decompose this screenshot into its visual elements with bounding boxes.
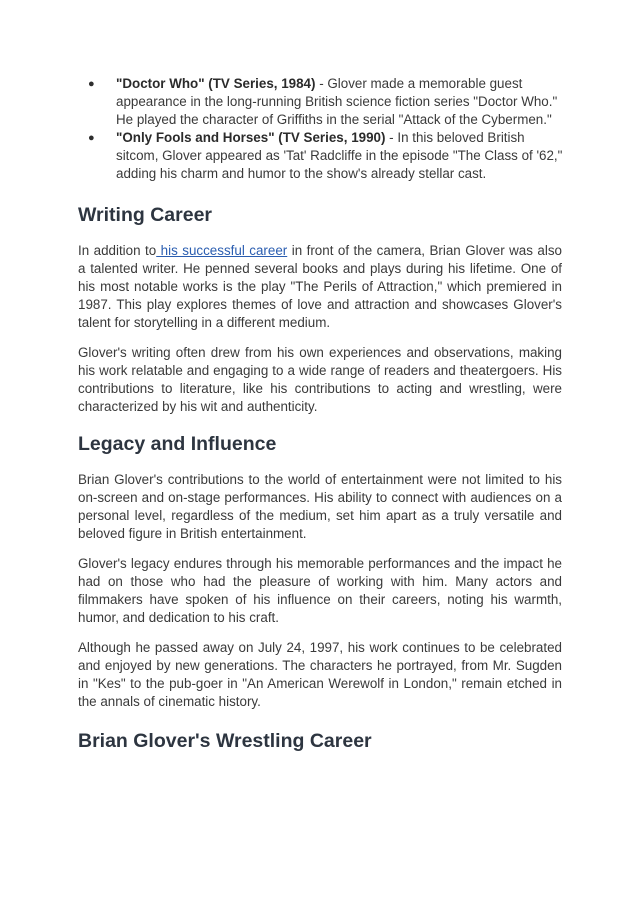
list-item (88, 75, 566, 129)
career-link[interactable]: his successful career (156, 243, 288, 258)
bullet-icon: ● (88, 132, 95, 144)
paragraph (78, 242, 562, 332)
list-item-title: "Only Fools and Horses" (TV Series, 1990) (116, 130, 386, 145)
list-item-text: - In this beloved British sitcom, Glover appeared as 'Tat' Radcliffe in the episode "The Class of '62," adding his charm and humor to the show's already stellar cast. (116, 130, 563, 181)
legacy-section (78, 432, 562, 711)
writing-career-section (78, 203, 562, 416)
paragraph: Glover's legacy endures through his memorable performances and the impact he had on those who had the pleasure of working with him. Many actors and filmmakers have spoken of his influence on their careers, noting his warmth, humor, and dedication to his craft. (78, 556, 562, 625)
list-item-title: "Doctor Who" (TV Series, 1984) (116, 76, 316, 91)
paragraph-text: In addition to (78, 243, 157, 258)
paragraph: Glover's writing often drew from his own experiences and observations, making his work relatable and engaging to a wide range of readers and theatergoers. His contributions to literature, like his contributions to acting and wrestling, were characterized by his wit and authenticity. (78, 345, 562, 414)
section-heading: Legacy and Influence (78, 433, 277, 455)
section-heading: Writing Career (78, 204, 213, 226)
list-item-text: - Glover made a memorable guest appearance in the long-running British science fiction series "Doctor Who." He played the character of Griffiths in the serial "Attack of the Cybermen." (116, 76, 558, 127)
paragraph: Although he passed away on July 24, 1997, his work continues to be celebrated and enjoyed by new generations. The characters he portrayed, from Mr. Sugden in "Kes" to the pub-goer in "An American Werewolf in London," remain etched in the annals of cinematic history. (78, 640, 562, 709)
section-heading: Brian Glover's Wrestling Career (78, 730, 372, 752)
tv-credits-list (88, 75, 566, 183)
list-item (88, 129, 566, 183)
wrestling-section (78, 729, 562, 753)
bullet-icon: ● (88, 78, 95, 90)
paragraph-text: in front of the camera, Brian Glover was also a talented writer. He penned several books and plays during his lifetime. One of his most notable works is the play "The Perils of Attraction," which premiered in 1987. This play explores themes of love and attraction and showcases Glover's talent for storytelling in a different medium. (78, 243, 562, 330)
paragraph: Brian Glover's contributions to the world of entertainment were not limited to his on-screen and on-stage performances. His ability to connect with audiences on a personal level, regardless of the medium, set him apart as a truly versatile and beloved figure in British entertainment. (78, 472, 562, 541)
